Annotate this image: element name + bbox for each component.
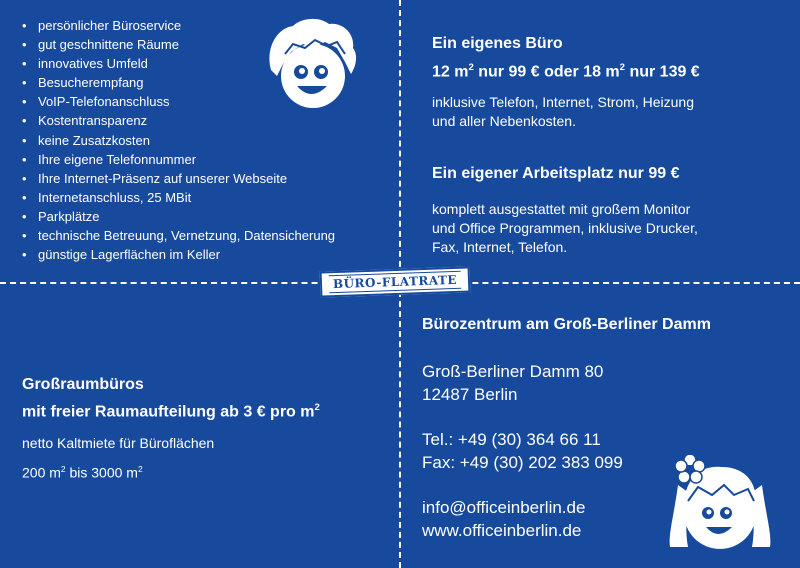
list-item: • Besucherempfang bbox=[22, 73, 335, 92]
open-plan-subtitle: mit freier Raumaufteilung ab 3 € pro $m^2$ bbox=[22, 402, 320, 421]
open-plan-title: Großraumbüros bbox=[22, 376, 144, 393]
contact-city: 12487 Berlin bbox=[422, 385, 518, 404]
list-item: • persönlicher Büroservice bbox=[22, 16, 335, 35]
list-item: • Ihre Internet-Präsenz auf unserer Webseite bbox=[22, 169, 335, 188]
contact-tel: Tel.: +49 (30) 364 66 11 bbox=[422, 430, 601, 449]
list-item: • technische Betreuung, Vernetzung, Datensicherung bbox=[22, 226, 335, 245]
workplace-desc-3: Fax, Internet, Telefon. bbox=[432, 239, 568, 255]
open-plan-range: 200 $m^2$ bis 3000 $m^2$ bbox=[22, 464, 143, 481]
contact-street: Groß-Berliner Damm 80 bbox=[422, 362, 604, 381]
stamp-label: BÜRO-FLATRATE bbox=[329, 271, 462, 294]
workplace-desc-2: und Office Programmen, inklusive Drucker, bbox=[432, 220, 698, 236]
open-plan-note: netto Kaltmiete für Büroflächen bbox=[22, 435, 215, 451]
contact-web[interactable]: www.officeinberlin.de bbox=[422, 521, 582, 540]
office-desc-2: und aller Nebenkosten. bbox=[432, 113, 576, 129]
list-item: • Ihre eigene Telefonnummer bbox=[22, 150, 335, 169]
office-price: 12 $m^2$ nur 99 € oder 18 $m^2$ nur 139 € bbox=[432, 62, 700, 81]
list-item: • innovatives Umfeld bbox=[22, 54, 335, 73]
list-item: • Kostentransparenz bbox=[22, 111, 335, 130]
flatrate-stamp bbox=[320, 266, 471, 297]
contact-name: Bürozentrum am Groß-Berliner Damm bbox=[422, 316, 711, 333]
list-item: • günstige Lagerflächen im Keller bbox=[22, 245, 335, 264]
boy-face-icon bbox=[263, 18, 363, 110]
list-item: • Internetanschluss, 25 MBit bbox=[22, 188, 335, 207]
office-title: Ein eigenes Büro bbox=[432, 35, 563, 52]
office-desc-1: inklusive Telefon, Internet, Strom, Heizung bbox=[432, 94, 694, 110]
girl-face-icon bbox=[664, 455, 776, 555]
workplace-desc-1: komplett ausgestattet mit großem Monitor bbox=[432, 201, 691, 217]
list-item: • keine Zusatzkosten bbox=[22, 131, 335, 150]
contact-email[interactable]: info@officeinberlin.de bbox=[422, 498, 586, 517]
list-item: • VoIP-Telefonanschluss bbox=[22, 92, 335, 111]
workplace-title: Ein eigener Arbeitsplatz nur 99 € bbox=[432, 165, 680, 182]
contact-fax: Fax: +49 (30) 202 383 099 bbox=[422, 453, 623, 472]
list-item: • Parkplätze bbox=[22, 207, 335, 226]
list-item: • gut geschnittene Räume bbox=[22, 35, 335, 54]
